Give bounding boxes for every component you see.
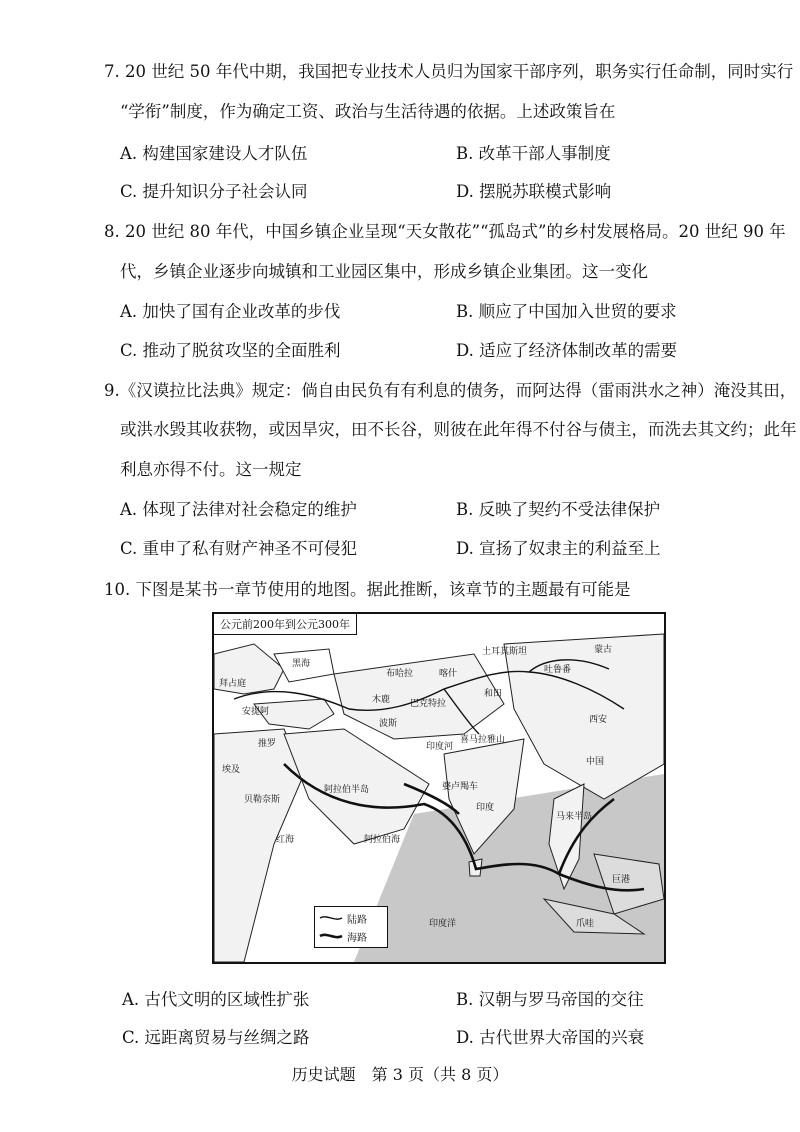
label-xian: 西安	[589, 715, 608, 725]
q9-option-b[interactable]: B. 反映了契约不受法律保护	[456, 500, 661, 519]
legend-land-line-icon	[319, 914, 343, 922]
label-kashgar: 喀什	[439, 669, 458, 679]
label-mongolia: 蒙古	[594, 645, 613, 655]
q7-stem-line1: 7. 20 世纪 50 年代中期，我国把专业技术人员归为国家干部序列，职务实行任命制，同时实行	[104, 62, 794, 81]
legend-land-label: 陆路	[347, 914, 367, 926]
label-india: 印度	[476, 803, 495, 813]
label-bukhara: 布哈拉	[386, 669, 414, 679]
label-khotan: 和田	[484, 689, 503, 699]
q9-option-d[interactable]: D. 宣扬了奴隶主的利益至上	[456, 539, 661, 558]
label-malay: 马来半岛	[556, 812, 593, 822]
q9-stem-line2: 或洪水毁其收获物，或因旱灾，田不长谷，则彼在此年得不付谷与债主，而洗去其文约；此年	[120, 420, 797, 439]
label-himalaya: 喜马拉雅山	[460, 735, 506, 745]
q10-stem-line1: 10. 下图是某书一章节使用的地图。据此推断，该章节的主题最有可能是	[104, 580, 631, 599]
q10-option-b[interactable]: B. 汉朝与罗马帝国的交往	[456, 990, 644, 1009]
q9-stem-line3: 利息亦得不付。这一规定	[120, 460, 302, 479]
label-antioch: 安提阿	[242, 707, 270, 717]
map-legend	[314, 906, 388, 948]
trade-route-map	[212, 612, 666, 964]
label-byzantium: 拜占庭	[219, 679, 247, 689]
q7-option-d[interactable]: D. 摆脱苏联模式影响	[456, 182, 612, 201]
map-svg	[214, 614, 664, 962]
label-merv: 木鹿	[372, 695, 391, 705]
q9-stem-line1: 9.《汉谟拉比法典》规定：倘自由民负有有利息的债务，而阿达得（雷雨洪水之神）淹没其田，	[104, 381, 797, 400]
q8-option-a[interactable]: A. 加快了国有企业改革的步伐	[120, 302, 341, 321]
label-indus: 印度河	[426, 742, 454, 752]
q8-option-c[interactable]: C. 推动了脱贫攻坚的全面胜利	[120, 341, 341, 360]
q8-option-d[interactable]: D. 适应了经济体制改革的需要	[456, 341, 678, 360]
legend-sea-line-icon	[319, 932, 343, 940]
q9-option-a[interactable]: A. 体现了法律对社会稳定的维护	[120, 500, 357, 519]
label-indian-ocean: 印度洋	[429, 919, 457, 929]
label-turkestan: 土耳其斯坦	[482, 647, 528, 657]
label-tyre: 推罗	[258, 739, 277, 749]
label-berenice: 贝勒奈斯	[244, 795, 281, 805]
q10-option-c[interactable]: C. 远距离贸易与丝绸之路	[122, 1028, 310, 1047]
q9-option-c[interactable]: C. 重申了私有财产神圣不可侵犯	[120, 539, 358, 558]
q8-stem-line2: 代，乡镇企业逐步向城镇和工业园区集中，形成乡镇企业集团。这一变化	[120, 262, 648, 281]
q10-option-d[interactable]: D. 古代世界大帝国的兴衰	[456, 1028, 645, 1047]
label-arabian-sea: 阿拉伯海	[364, 835, 401, 845]
label-bactria: 巴克特拉	[410, 699, 447, 709]
q7-option-b[interactable]: B. 改革干部人事制度	[456, 144, 611, 163]
label-red-sea: 红海	[276, 835, 295, 845]
label-china: 中国	[586, 757, 605, 767]
label-barygaza: 婆卢羯车	[442, 782, 479, 792]
legend-land-row	[319, 911, 367, 925]
label-java: 爪哇	[576, 919, 595, 929]
label-black-sea: 黑海	[292, 659, 311, 669]
legend-sea-row	[319, 929, 367, 943]
q8-option-b[interactable]: B. 顺应了中国加入世贸的要求	[456, 302, 677, 321]
label-arabia: 阿拉伯半岛	[324, 785, 370, 795]
q7-option-a[interactable]: A. 构建国家建设人才队伍	[120, 144, 308, 163]
q7-option-c[interactable]: C. 提升知识分子社会认同	[120, 182, 308, 201]
legend-sea-label: 海路	[347, 932, 367, 944]
q10-option-a[interactable]: A. 古代文明的区域性扩张	[122, 990, 310, 1009]
q7-stem-line2: “学衔”制度，作为确定工资、政治与生活待遇的依据。上述政策旨在	[120, 102, 616, 121]
label-turfan: 吐鲁番	[544, 665, 572, 675]
label-palembang: 巨港	[612, 875, 631, 885]
label-egypt: 埃及	[222, 765, 241, 775]
page-footer: 历史试题 第 3 页（共 8 页）	[291, 1065, 509, 1084]
label-persia: 波斯	[379, 719, 398, 729]
q8-stem-line1: 8. 20 世纪 80 年代，中国乡镇企业呈现“天女散花”“孤岛式”的乡村发展格局。20 世纪 90 年	[104, 222, 786, 241]
map-title: 公元前200年到公元300年	[214, 614, 357, 635]
